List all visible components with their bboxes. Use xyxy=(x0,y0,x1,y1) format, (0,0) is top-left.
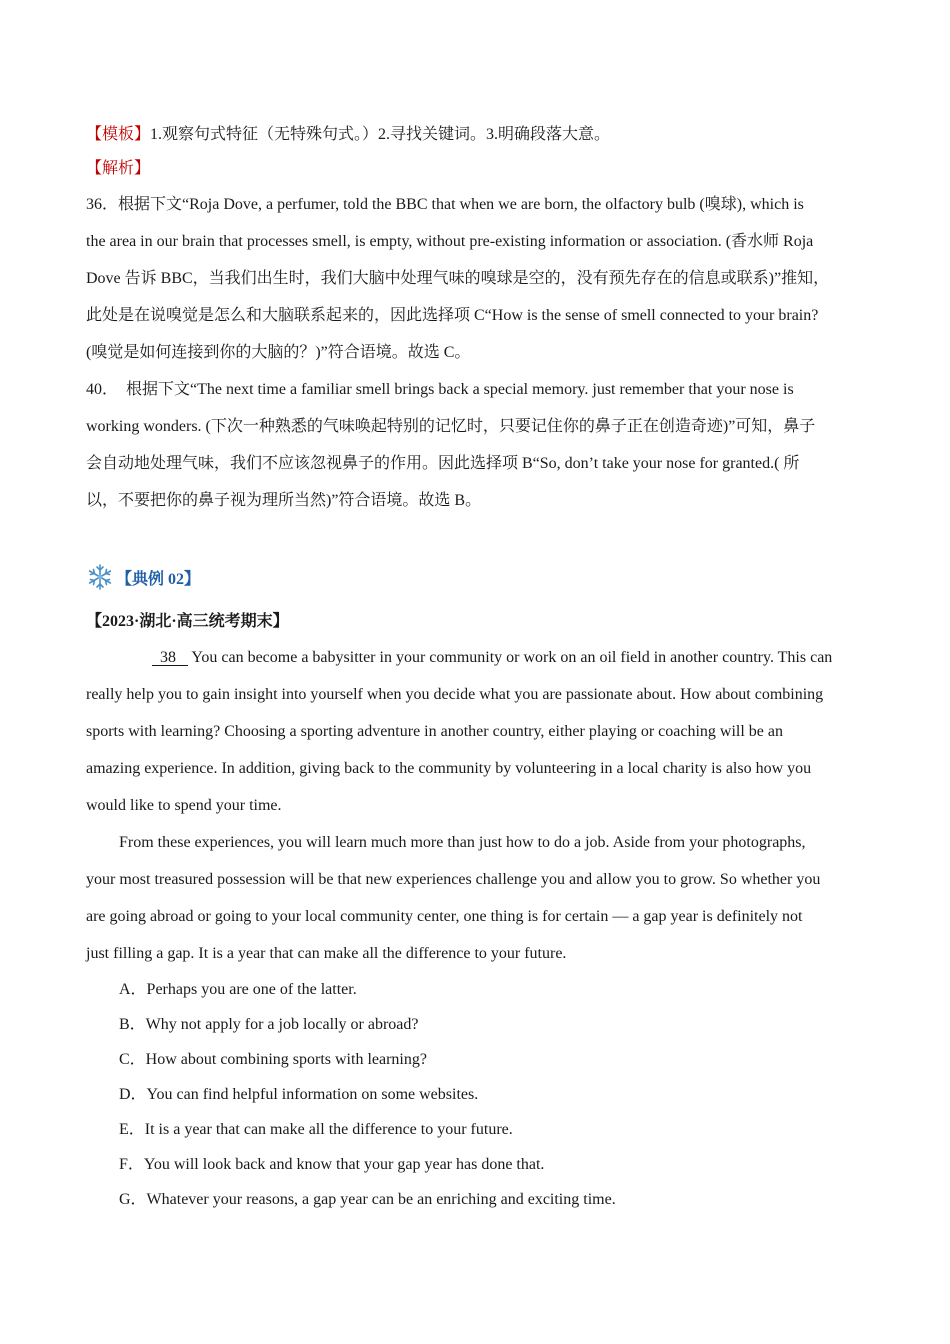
passage-line: sports with learning? Choosing a sporting adventure in another country, either playing or coaching will be an xyxy=(86,723,784,740)
passage-line: From these experiences, you will learn much more than just how to do a job. Aside from your photographs, xyxy=(119,834,806,851)
passage-line: amazing experience. In addition, giving back to the community by volunteering in a local charity is also how you xyxy=(86,760,812,777)
answer-40-line: 40． 根据下文“The next time a familiar smell brings back a special memory. just remember that your nose is xyxy=(86,381,794,398)
analysis-tag: 【解析】 xyxy=(86,160,151,177)
example-label: 【典例 02】 xyxy=(116,570,201,588)
answer-36 xyxy=(86,186,863,371)
passage-line: really help you to gain insight into yourself when you decide what you are passionate about. How about combining xyxy=(86,686,824,703)
option-item: E．It is a year that can make all the difference to your future. xyxy=(119,1121,513,1138)
option-item: A．Perhaps you are one of the latter. xyxy=(119,981,357,998)
passage-line: just filling a gap. It is a year that can make all the difference to your future. xyxy=(86,945,567,962)
answer-40-line: 以，不要把你的鼻子视为理所当然)”符合语境。故选 B。 xyxy=(86,492,482,509)
passage-line: are going abroad or going to your local community center, one thing is for certain — a gap year is definitely not xyxy=(86,908,803,925)
template-tag: 【模板】 xyxy=(86,126,151,143)
answer-40-line: working wonders. (下次一种熟悉的气味唤起特别的记忆时，只要记住你的鼻子正在创造奇迹)”可知，鼻子 xyxy=(86,418,816,435)
template-text: 1.观察句式特征（无特殊句式。）2.寻找关键词。3.明确段落大意。 xyxy=(150,126,611,143)
passage-line: would like to spend your time. xyxy=(86,797,282,814)
document-page xyxy=(86,118,863,1217)
answer-36-line: (嗅觉是如何连接到你的大脑的？)”符合语境。故选 C。 xyxy=(86,344,471,361)
answer-40-line: 会自动地处理气味，我们不应该忽视鼻子的作用。因此选择项 B“So, don’t take your nose for granted.( 所 xyxy=(86,455,800,472)
answer-36-line: 36．根据下文“Roja Dove, a perfumer, told the BBC that when we are born, the olfactory bulb (嗅球), which is xyxy=(86,196,804,213)
answer-36-line: 此处是在说嗅觉是怎么和大脑联系起来的，因此选择项 C“How is the sense of smell connected to your brain? xyxy=(86,307,819,324)
passage-line: your most treasured possession will be that new experiences challenge you and allow you to grow. So whether you xyxy=(86,871,821,888)
option-item: B．Why not apply for a job locally or abroad? xyxy=(119,1016,419,1033)
snowflake-icon xyxy=(86,563,114,591)
example-heading xyxy=(86,555,863,599)
passage-line xyxy=(86,639,863,676)
answer-40 xyxy=(86,371,863,519)
answer-blank: 38 xyxy=(152,649,188,666)
option-item: C．How about combining sports with learning? xyxy=(119,1051,427,1068)
option-item: D．You can find helpful information on some websites. xyxy=(119,1086,479,1103)
option-item: F．You will look back and know that your gap year has done that. xyxy=(119,1156,545,1173)
passage-paragraph-1 xyxy=(86,639,863,824)
answer-36-line: the area in our brain that processes smell, is empty, without pre-existing information or association. (香水师 Roja xyxy=(86,233,814,250)
template-line xyxy=(86,118,863,152)
option-item: G．Whatever your reasons, a gap year can be an enriching and exciting time. xyxy=(119,1191,616,1208)
options-list xyxy=(86,972,863,1217)
example-source: 【2023·湖北·高三统考期末】 xyxy=(86,613,289,630)
passage-text: You can become a babysitter in your community or work on an oil field in another country. This can xyxy=(188,649,833,666)
passage-paragraph-2 xyxy=(86,824,863,972)
answer-36-line: Dove 告诉 BBC，当我们出生时，我们大脑中处理气味的嗅球是空的，没有预先存在的信息或联系)”推知， xyxy=(86,270,830,287)
